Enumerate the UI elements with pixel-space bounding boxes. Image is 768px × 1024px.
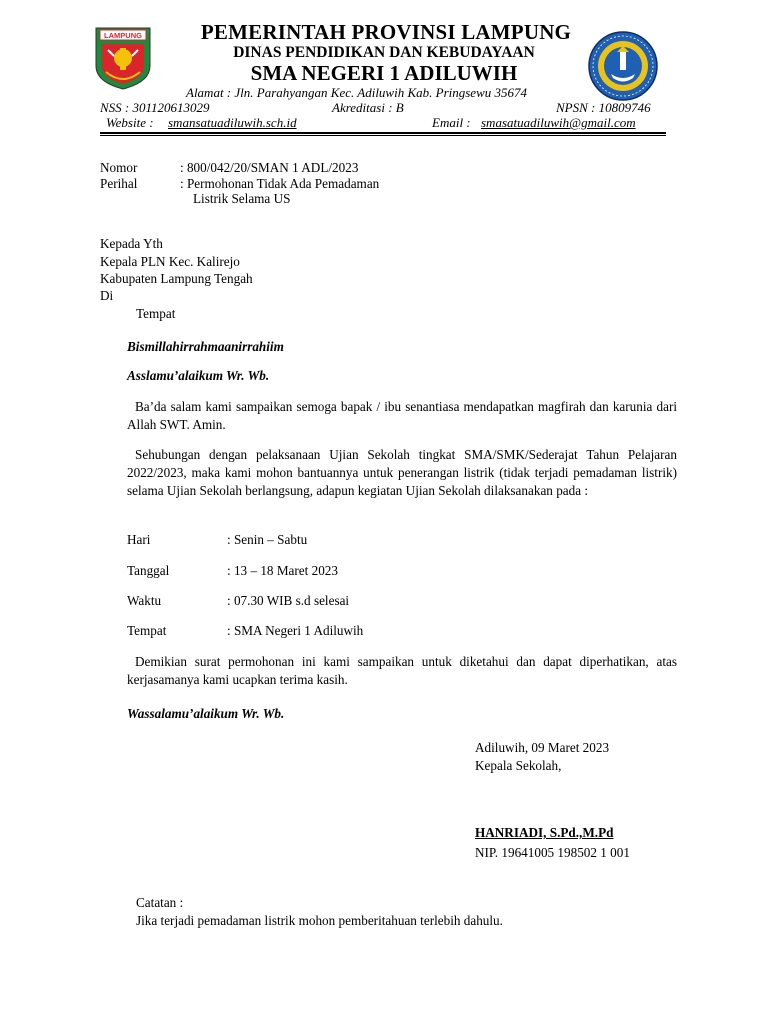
detail-label-place: Tempat bbox=[127, 623, 167, 638]
detail-value-day: : Senin – Sabtu bbox=[227, 532, 308, 547]
paragraph-closing: Demikian surat permohonan ini kami sampaikan untuk diketahui dan dapat diperhatikan, atas kerjasamanya kami ucapkan terima kasih. bbox=[127, 654, 677, 687]
signature-place-date: Adiluwih, 09 Maret 2023 bbox=[475, 740, 610, 755]
letterhead-nss: NSS : 301120613029 bbox=[100, 100, 210, 115]
signatory-nip: NIP. 19641005 198502 1 001 bbox=[475, 845, 630, 860]
letterhead-department: DINAS PENDIDIKAN DAN KEBUDAYAAN bbox=[233, 44, 535, 61]
salam-opening: Asslamu’alaikum Wr. Wb. bbox=[127, 368, 270, 383]
letterhead-divider-thin bbox=[100, 135, 666, 136]
signature-title: Kepala Sekolah, bbox=[475, 758, 562, 773]
bismillah: Bismillahirrahmaanirrahiim bbox=[127, 339, 284, 354]
recipient-line-4: Di bbox=[100, 288, 114, 303]
salam-closing: Wassalamu’alaikum Wr. Wb. bbox=[127, 706, 285, 721]
letterhead-accreditation: Akreditasi : B bbox=[332, 100, 404, 115]
detail-label-date: Tanggal bbox=[127, 563, 170, 578]
paragraph-greeting: Ba’da salam kami sampaikan semoga bapak / ibu senantiasa mendapatkan magfirah dan karunia dari Allah SWT. Amin. bbox=[127, 399, 677, 432]
detail-label-time: Waktu bbox=[127, 593, 162, 608]
letterhead-email-label: Email : bbox=[432, 115, 471, 130]
recipient-line-2: Kepala PLN Kec. Kalirejo bbox=[100, 254, 240, 269]
letterhead-school-name: SMA NEGERI 1 ADILUWIH bbox=[250, 61, 518, 85]
recipient-line-5: Tempat bbox=[136, 306, 176, 321]
detail-value-place: : SMA Negeri 1 Adiluwih bbox=[227, 623, 364, 638]
recipient-line-3: Kabupaten Lampung Tengah bbox=[100, 271, 253, 286]
signatory-name: HANRIADI, S.Pd.,M.Pd bbox=[475, 825, 614, 840]
letterhead-divider-thick bbox=[100, 132, 666, 134]
perihal-value-continued: Listrik Selama US bbox=[193, 191, 291, 206]
perihal-label: Perihal bbox=[100, 176, 138, 191]
note-label: Catatan : bbox=[136, 895, 184, 910]
logo-text: LAMPUNG bbox=[104, 31, 142, 40]
letterhead-government: PEMERINTAH PROVINSI LAMPUNG bbox=[200, 20, 572, 44]
letterhead-npsn: NPSN : 10809746 bbox=[556, 100, 651, 115]
note-text: Jika terjadi pemadaman listrik mohon pemberitahuan terlebih dahulu. bbox=[136, 913, 503, 928]
nomor-label: Nomor bbox=[100, 160, 138, 175]
perihal-value: : Permohonan Tidak Ada Pemadaman bbox=[180, 176, 380, 191]
detail-value-time: : 07.30 WIB s.d selesai bbox=[227, 593, 350, 608]
nomor-value: : 800/042/20/SMAN 1 ADL/2023 bbox=[180, 160, 359, 175]
website-link[interactable]: smansatuadiluwih.sch.id bbox=[168, 115, 297, 130]
detail-value-date: : 13 – 18 Maret 2023 bbox=[227, 563, 338, 578]
detail-label-day: Hari bbox=[127, 532, 151, 547]
paragraph-request: Sehubungan dengan pelaksanaan Ujian Sekolah tingkat SMA/SMK/Sederajat Tahun Pelajaran 2022/2023, maka kami mohon bantuannya untuk penerangan listrik (tidak terjadi pemadaman listrik) selama Ujian Sekolah berlangsung, adapun kegiatan Ujian Sekolah dilaksanakan pada : bbox=[127, 447, 677, 498]
letterhead-website-label: Website : bbox=[106, 115, 154, 130]
email-link[interactable]: smasatuadiluwih@gmail.com bbox=[481, 115, 636, 130]
letterhead-address: Alamat : Jln. Parahyangan Kec. Adiluwih Kab. Pringsewu 35674 bbox=[186, 85, 527, 100]
recipient-line-1: Kepada Yth bbox=[100, 236, 163, 251]
